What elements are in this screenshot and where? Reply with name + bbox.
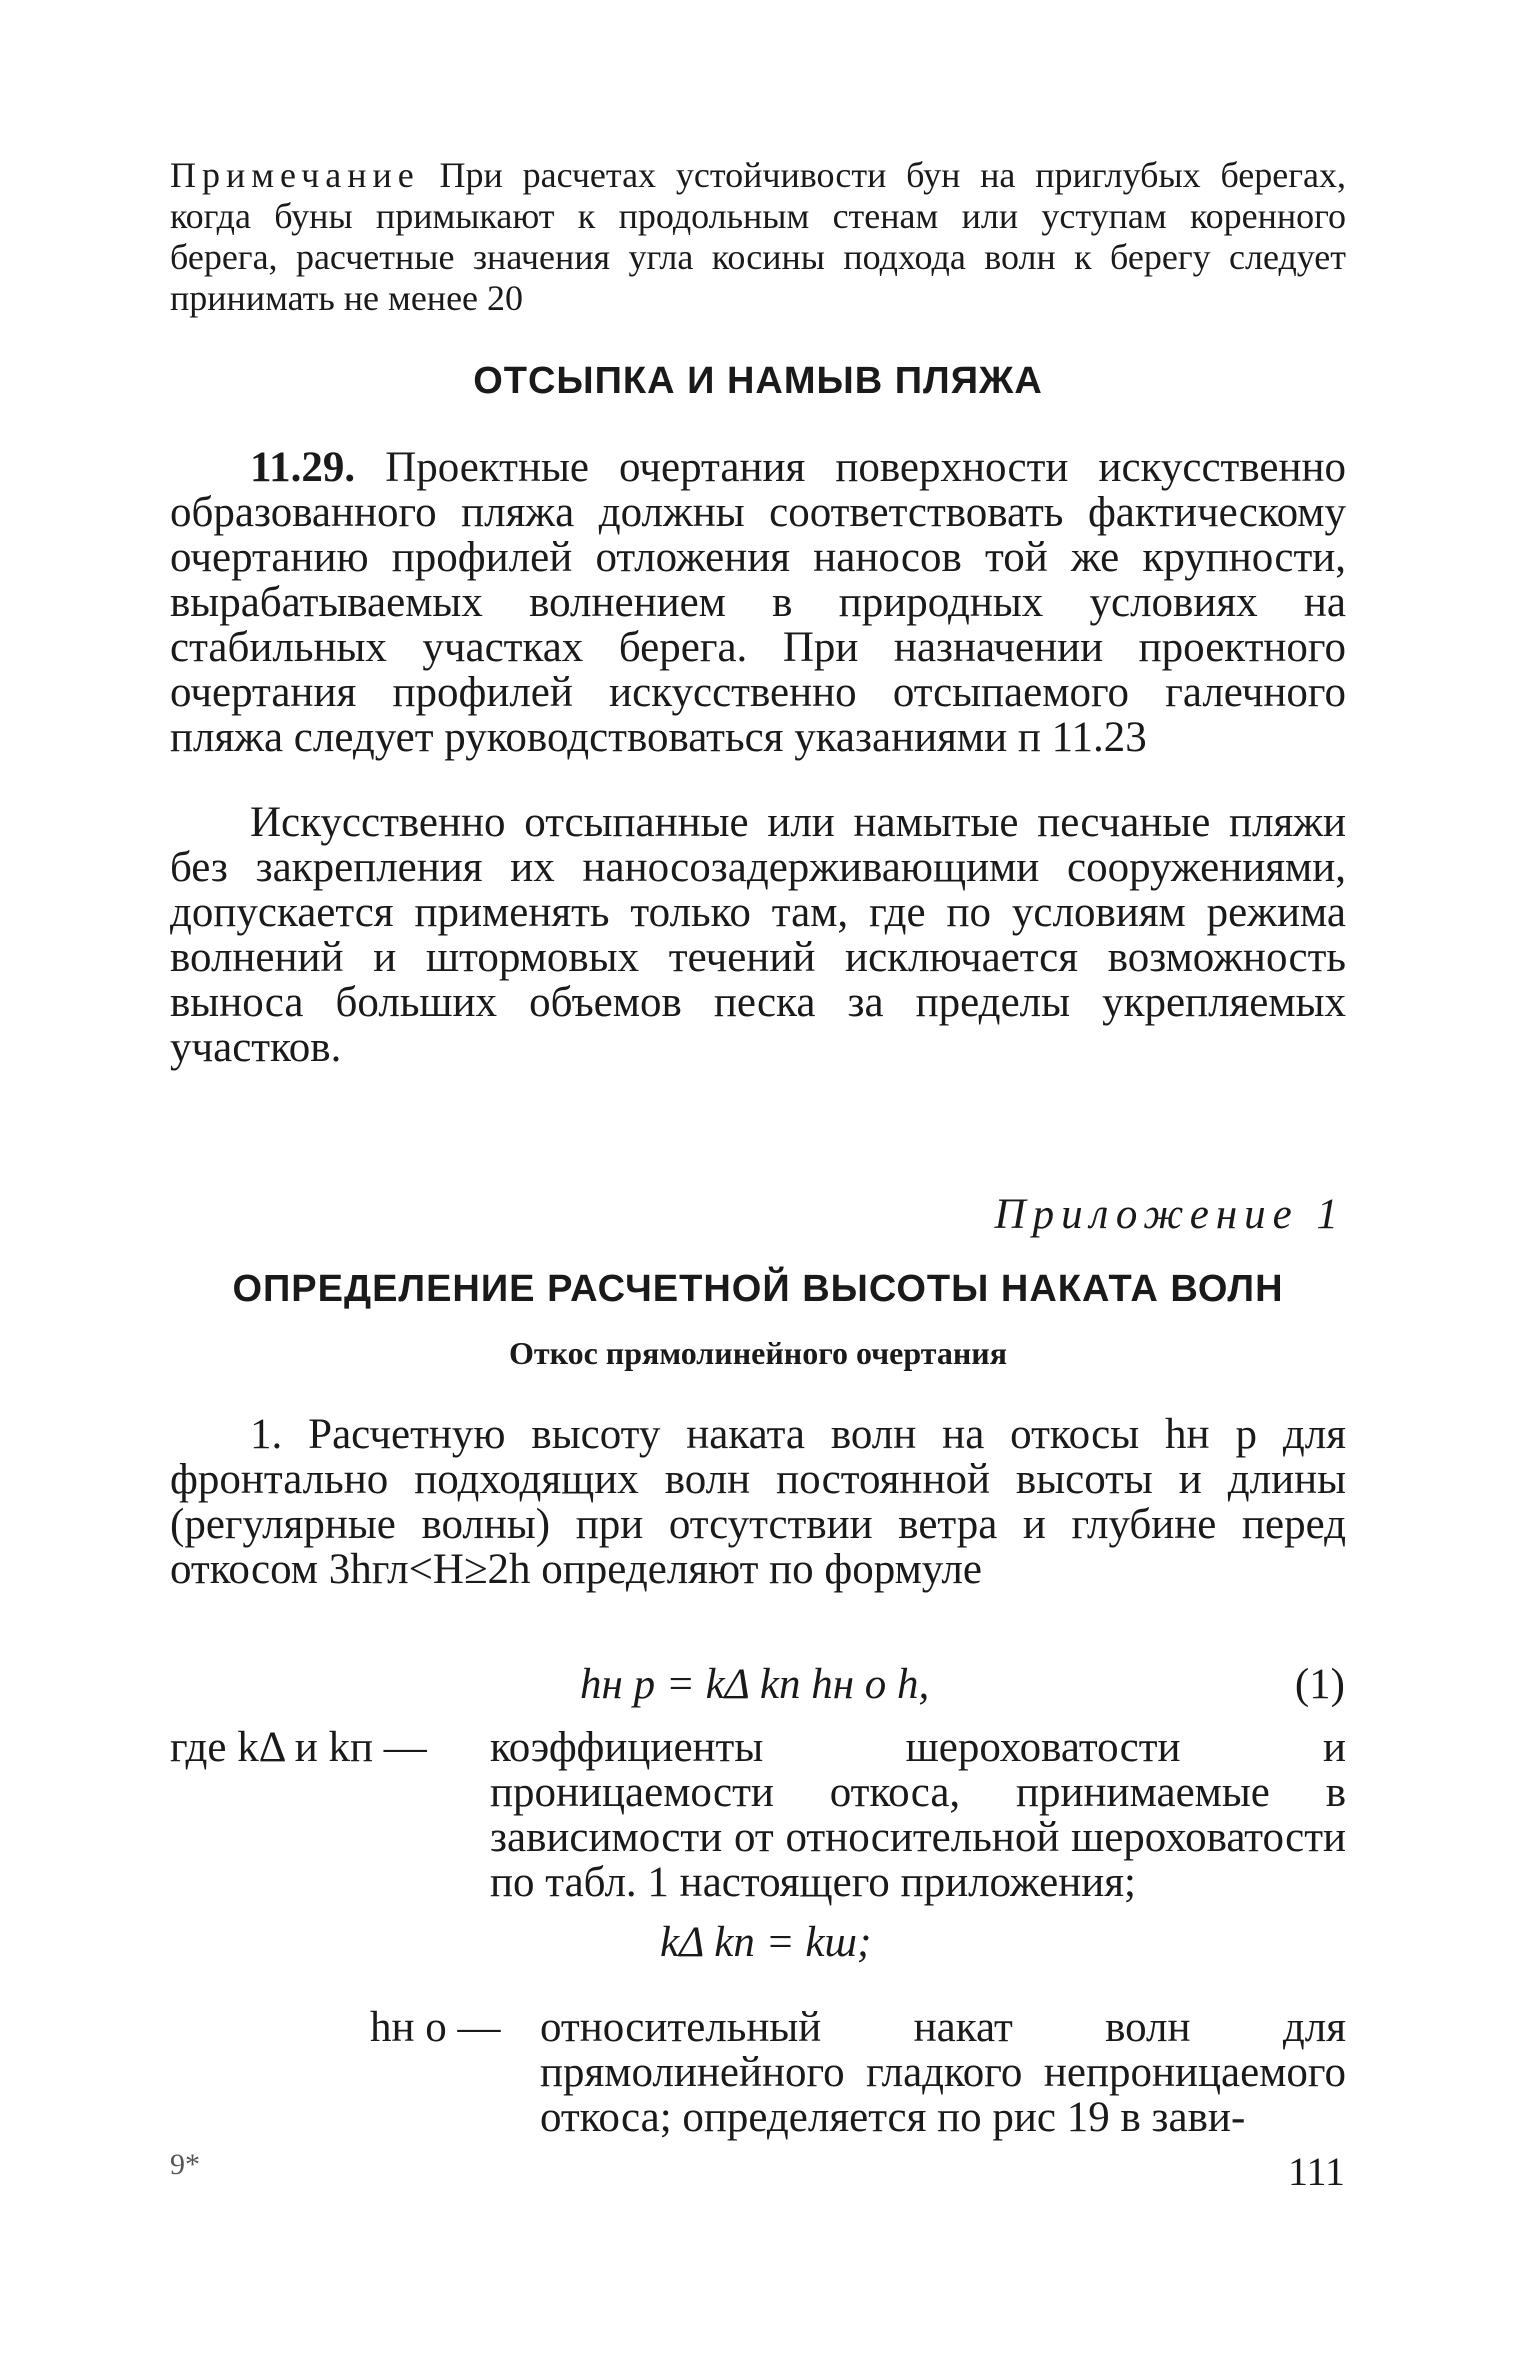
- section-heading-beach: ОТСЫПКА И НАМЫВ ПЛЯЖА: [473, 360, 1043, 402]
- definition-text: коэффициенты шероховатости и проницаемости откоса, принимаемые в зависимости от относительной шероховатости по табл. 1 настоящего приложения;: [490, 1724, 1346, 1906]
- paragraph-1: [170, 1412, 1346, 1592]
- note-text: При расчетах устойчивости бун на приглубых берегах, когда буны примыкают к продольным стенам или уступам коренного берега, расчетные значения угла косины подхода волн к берегу следует принимать не менее 20: [170, 155, 1346, 318]
- paragraph-text: Искусственно отсыпанные или намытые песчаные пляжи без закрепления их наносозадерживающими сооружениями, допускается применять только там, где по условиям режима волнений и штормовых течений исключается возможность выноса больших объемов песка за пределы укрепляемых участков.: [170, 799, 1346, 1071]
- appendix-label: Приложение 1: [994, 1191, 1345, 1238]
- definition-term: hн о —: [370, 2004, 501, 2051]
- paragraph-text: Проектные очертания поверхности искусственно образованного пляжа должны соответствовать фактическому очертанию профилей отложения наносов той же крупности, вырабатываемых волнением в природных условиях на стабильных участках берега. При назначении проектного очертания профилей искусственно отсыпаемого галечного пляжа следует руководствоваться указаниями п 11.23: [170, 444, 1346, 761]
- paragraph-number: 11.29.: [250, 444, 356, 491]
- paragraph-11-29: [170, 445, 1346, 760]
- page-number: 111: [1287, 2149, 1345, 2194]
- note-paragraph: [170, 155, 1346, 319]
- signature-mark: 9*: [170, 2148, 200, 2181]
- paragraph-text: 1. Расчетную высоту наката волн на откосы hн р для фронтально подходящих волн постоянной высоты и длины (регулярные волны) при отсутствии ветра и глубине перед откосом 3hгл<H≥2h определяют по формуле: [170, 1411, 1346, 1593]
- formula-2: kΔ kп = kш;: [660, 1919, 872, 1966]
- note-label: Примечание: [170, 155, 420, 195]
- definition-term: где kΔ и kп —: [170, 1724, 427, 1771]
- appendix-subheading: Откос прямолинейного очертания: [508, 1335, 1008, 1371]
- formula-1: hн р = kΔ kп hн о h,: [580, 1661, 930, 1708]
- paragraph-artificial-beaches: [170, 800, 1346, 1070]
- appendix-heading: ОПРЕДЕЛЕНИЕ РАСЧЕТНОЙ ВЫСОТЫ НАКАТА ВОЛН: [232, 1268, 1284, 1310]
- formula-number: (1): [1294, 1661, 1345, 1708]
- definition-text: относительный накат волн для прямолинейного гладкого непроницаемого откоса; определяется по рис 19 в зави-: [540, 2004, 1346, 2141]
